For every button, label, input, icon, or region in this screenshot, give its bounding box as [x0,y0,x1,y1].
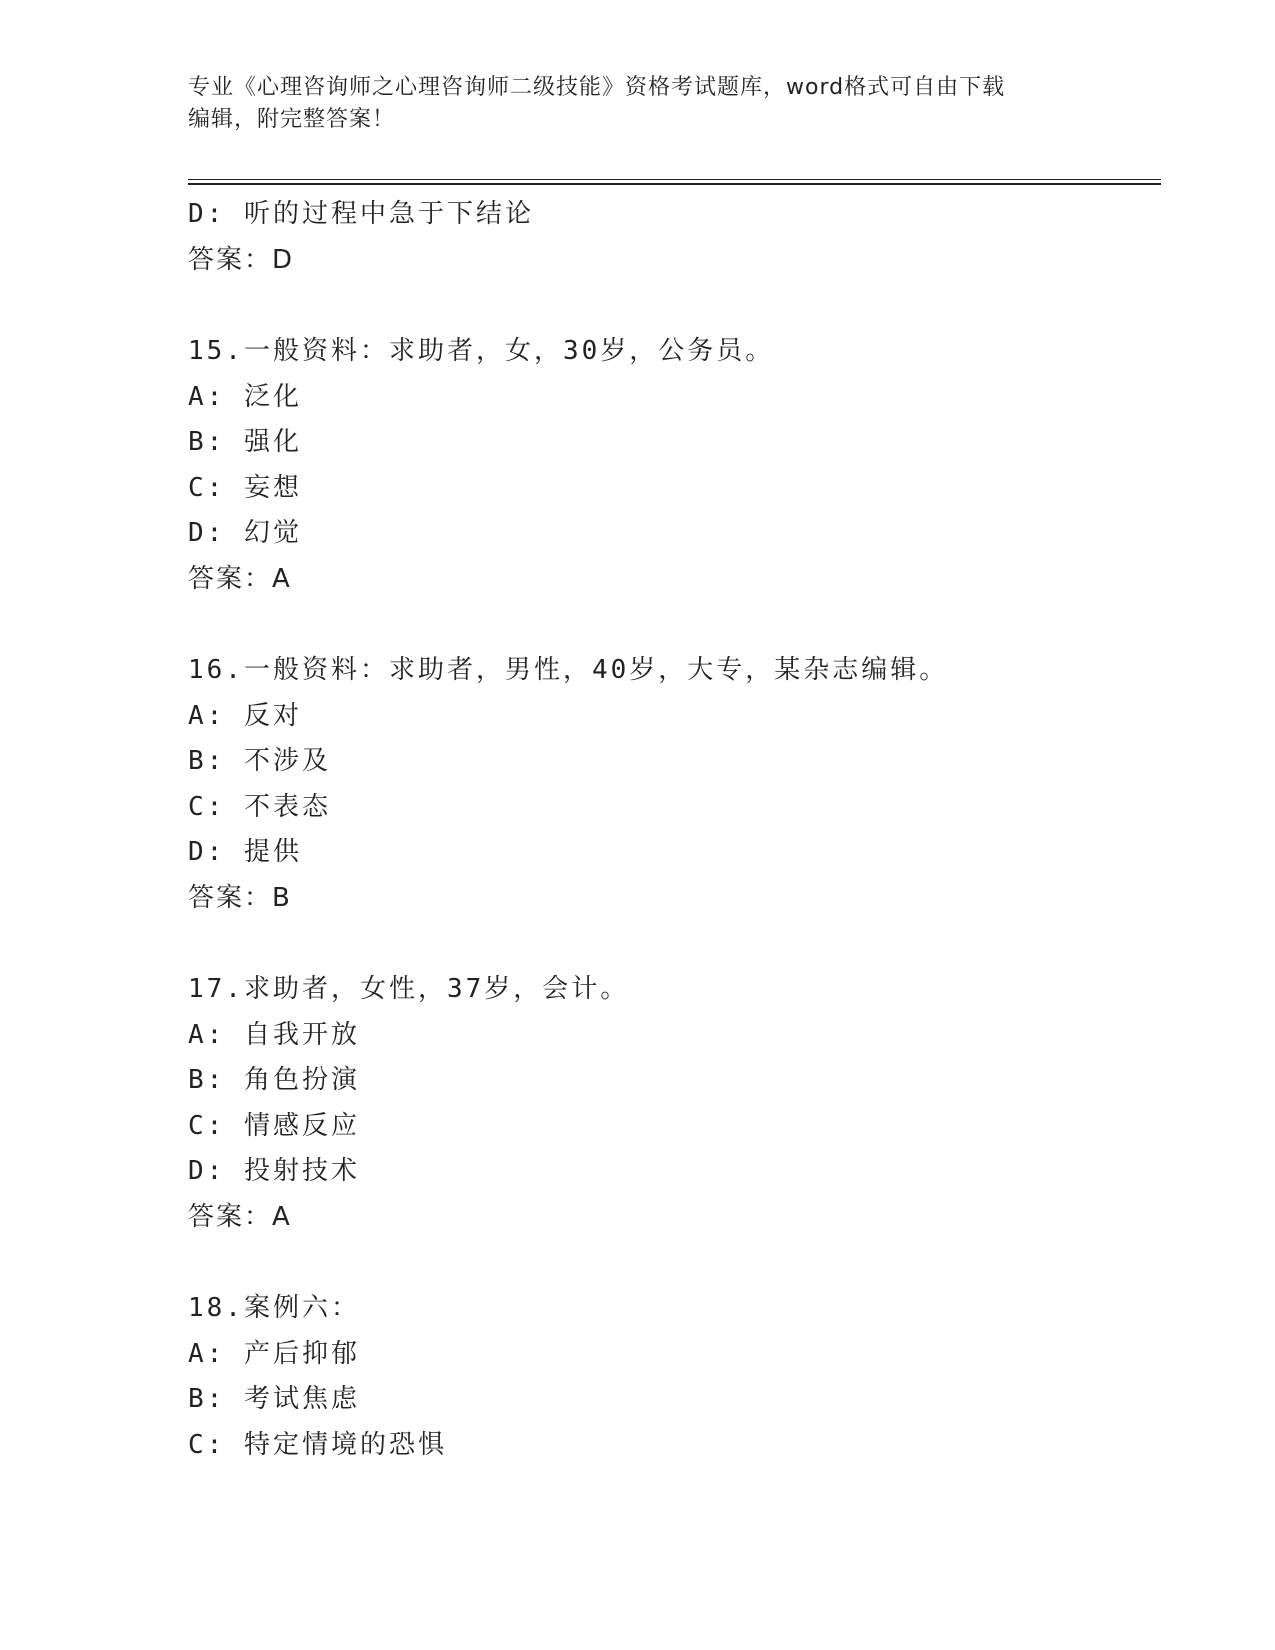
option-c: C: 特定情境的恐惧 [188,1429,447,1460]
option-c: C: 妄想 [188,472,302,503]
question-stem: 18.案例六： [188,1293,360,1323]
option-d: D: 提供 [188,837,302,867]
header-line-2: 编辑，附完整答案！ [188,107,396,132]
question-16 [188,648,1148,921]
option-a: A: 自我开放 [188,1019,360,1050]
header-divider-thin [188,179,1161,180]
question-list [188,192,1148,1468]
option-d: D: 幻觉 [188,518,302,548]
option-a: A: 反对 [188,700,302,731]
header-divider-thick [188,183,1161,185]
option-c: C: 不表态 [188,791,331,822]
question-18 [188,1286,1148,1468]
header-line-1: 专业《心理咨询师之心理咨询师二级技能》资格考试题库，word格式可自由下载 [188,75,1006,100]
question-14-tail [188,192,1148,283]
question-15 [188,329,1148,602]
option-b: B: 角色扮演 [188,1065,360,1095]
option-a: A: 产后抑郁 [188,1338,360,1369]
question-17 [188,967,1148,1240]
option-d: D: 投射技术 [188,1156,360,1186]
option-c: C: 情感反应 [188,1110,360,1141]
option-a: A: 泛化 [188,381,302,412]
answer-line: 答案：A [188,563,292,594]
option-b: B: 强化 [188,427,302,457]
option-b: B: 不涉及 [188,746,331,776]
option-d: D: 听的过程中急于下结论 [188,199,534,229]
option-b: B: 考试焦虑 [188,1384,360,1414]
question-stem: 16.一般资料：求助者，男性，40岁，大专，某杂志编辑。 [188,655,949,685]
document-header [188,72,1088,136]
answer-line: 答案：A [188,1201,292,1232]
answer-line: 答案：D [188,244,295,275]
question-stem: 17.求助者，女性，37岁，会计。 [188,974,630,1004]
answer-line: 答案：B [188,882,292,913]
question-stem: 15.一般资料：求助者，女，30岁，公务员。 [188,336,775,366]
